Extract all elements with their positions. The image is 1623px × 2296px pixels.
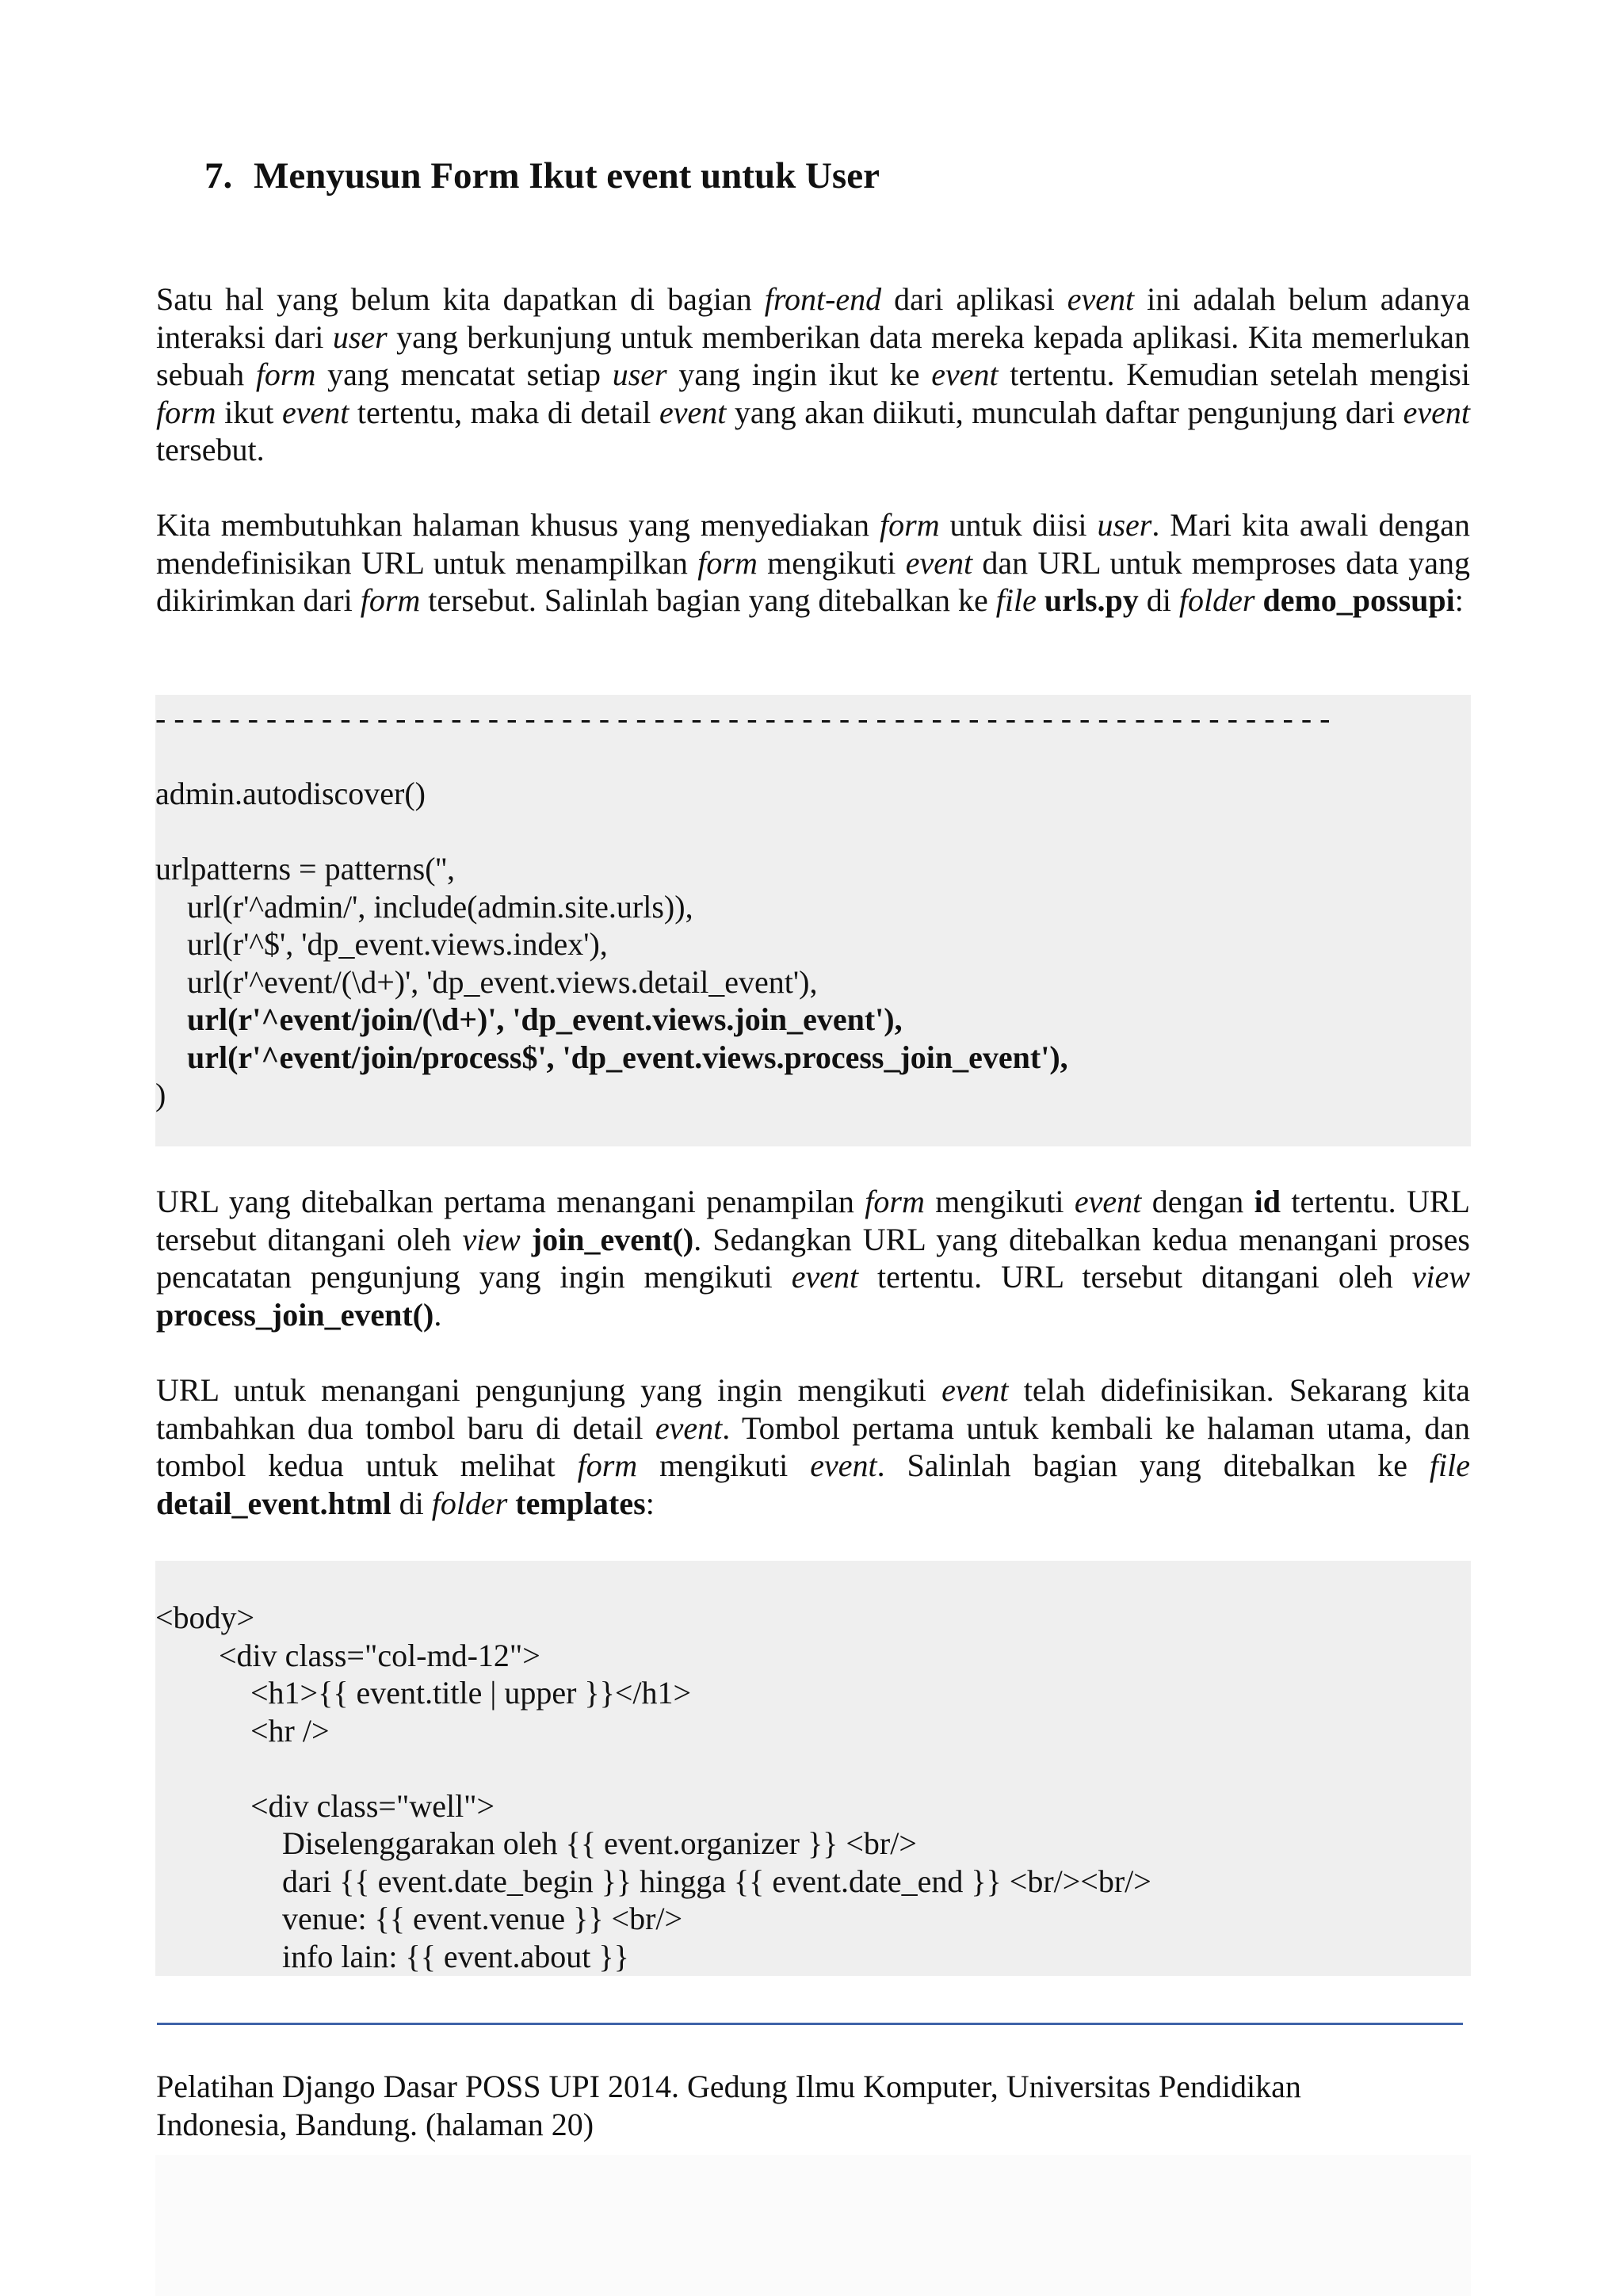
code-line [155,813,1331,851]
text-run: URL untuk menangani pengunjung yang ingin mengikuti [156,1372,942,1408]
code-line: <body> [155,1600,255,1635]
text-run: form [156,394,216,430]
text-run: untuk diisi [939,507,1098,543]
code-line: venue: {{ event.venue }} <br/> [155,1901,683,1936]
text-run: view [1411,1259,1470,1295]
code-line: <hr /> [155,1712,330,1749]
text-run: event [810,1447,877,1483]
text-run: dan URL untuk memproses data yang dikirimkan dari [156,544,1471,618]
text-run: user [1097,507,1152,543]
text-run: tertentu. Kemudian setelah mengisi [998,357,1470,392]
code-block-template-content [155,1599,1151,1975]
text-run: . Mari kita awali dengan mendefinisikan URL untuk menampilkan [156,507,1470,581]
text-run: Satu hal yang belum kita dapatkan di bagian [156,281,765,317]
text-run: event [655,1409,723,1446]
text-run: event [281,394,349,430]
text-run: user [612,357,667,392]
bottom-shaded-area [155,2155,1471,2296]
text-run: folder [431,1485,508,1521]
code-line: ) [155,1077,166,1112]
code-line: urlpatterns = patterns('', [155,851,455,887]
text-run: templates [515,1485,646,1521]
text-run: telah didefinisikan. Sekarang kita tambahkan dua tombol baru di detail [156,1372,1471,1446]
code-line [155,738,1331,776]
text-run: event [905,544,973,581]
text-run: event [1067,281,1135,317]
text-run: event [1074,1184,1142,1219]
text-run: form [360,582,421,618]
text-run: join_event() [531,1221,694,1257]
code-line: Diselenggarakan oleh {{ event.organizer }} <br/> [155,1825,917,1861]
text-run [521,1222,532,1257]
text-run: tersebut. [156,432,265,467]
footer-line-1: Pelatihan Django Dasar POSS UPI 2014. Gedung Ilmu Komputer, Universitas Pendidikan [156,2069,1301,2104]
section-heading [204,154,880,197]
text-run: event [791,1259,859,1295]
code-line [155,1749,1151,1787]
text-run: detail_event.html [156,1485,391,1521]
text-run: form [577,1447,638,1483]
text-run: tertentu. URL tersebut ditangani oleh [858,1259,1412,1295]
page-footer [156,2068,1424,2143]
text-run: form [697,544,758,581]
text-run: user [332,318,388,355]
text-run [1037,582,1044,618]
text-run: mengikuti [637,1447,811,1483]
text-run: view [462,1221,521,1257]
text-run: . [433,1296,442,1333]
text-run: mengikuti [757,544,906,581]
text-run: tersebut. Salinlah bagian yang ditebalkan ke [420,582,996,618]
text-run: event [941,1372,1009,1408]
code-block-urls-content [155,700,1331,1114]
text-run: yang berkunjung untuk memberikan data mereka kepada aplikasi. Kita memerlukan sebuah [156,318,1470,392]
text-run: event [931,357,999,392]
text-run: form [880,507,940,543]
text-run: tertentu, maka di detail [349,394,659,430]
text-run: tertentu. URL tersebut ditangani oleh [156,1184,1470,1257]
code-line: <h1>{{ event.title | upper }}</h1> [155,1675,692,1711]
text-run: process_join_event() [156,1296,434,1333]
text-run: URL yang ditebalkan pertama menangani penampilan [156,1184,865,1219]
text-run: Kita membutuhkan halaman khusus yang menyediakan [156,507,880,543]
text-run: ikut [216,394,282,430]
code-line: info lain: {{ event.about }} [155,1938,629,1974]
text-run: yang ingin ikut ke [666,357,932,392]
text-run: demo_possupi [1262,582,1455,618]
text-run: ini adalah belum adanya interaksi dari [156,281,1471,355]
text-run: di [391,1485,432,1521]
text-run: front-end [764,281,882,317]
text-run: event [1403,394,1471,430]
text-run: . Salinlah bagian yang ditebalkan ke [876,1447,1430,1483]
text-run: : [645,1485,655,1521]
text-run: di [1138,582,1179,618]
footer-divider [157,2023,1463,2025]
code-block-template [155,1561,1471,1976]
text-run [1254,582,1262,618]
text-run: file [995,582,1037,618]
paragraph-url-explanation [156,1183,1470,1333]
code-line: admin.autodiscover() [155,776,426,811]
code-line: url(r'^admin/', include(admin.site.urls)), [155,888,693,925]
text-run: . Sedangkan URL yang ditebalkan kedua menangani proses pencatatan pengunjung yang ingin mengikuti [156,1221,1470,1295]
code-line: url(r'^event/join/process$', 'dp_event.views.process_join_event'), [155,1039,1068,1075]
paragraph-url-definition [156,506,1470,620]
code-line: <div class="well"> [155,1787,495,1824]
code-line: - - - - - - - - - - - - - - - - - - - - - - - - - - - - - - - - - - - - - - - - - - - - - - - - - - - - - - - - - - - - - - - - [155,700,1331,736]
text-run: id [1254,1184,1281,1219]
text-run: : [1454,582,1464,618]
paragraph-template-instructions [156,1371,1470,1522]
text-run: form [255,357,316,392]
section-number: 7. [204,155,233,196]
text-run [507,1486,515,1521]
text-run: yang akan diikuti, munculah daftar pengunjung dari [726,394,1403,430]
footer-line-2: Indonesia, Bandung. (halaman 20) [156,2106,594,2142]
text-run: yang mencatat setiap [315,357,613,392]
text-run: file [1429,1447,1471,1483]
section-title: Menyusun Form Ikut event untuk User [254,155,880,196]
code-line: url(r'^$', 'dp_event.views.index'), [155,926,608,962]
code-block-urls [155,695,1471,1146]
text-run: . Tombol pertama untuk kembali ke halaman utama, dan tombol kedua untuk melihat [156,1409,1470,1483]
code-line: url(r'^event/(\d+)', 'dp_event.views.detail_event'), [155,963,818,1000]
code-line: <div class="col-md-12"> [155,1637,540,1673]
text-run: urls.py [1044,582,1139,618]
code-line: dari {{ event.date_begin }} hingga {{ event.date_end }} <br/><br/> [155,1863,1151,1899]
text-run: mengikuti [924,1184,1075,1219]
text-run: folder [1178,582,1255,618]
paragraph-intro [156,280,1470,469]
text-run: event [659,394,727,430]
text-run: form [865,1184,925,1219]
text-run: dengan [1141,1184,1254,1219]
text-run: dari aplikasi [881,281,1067,317]
code-line: url(r'^event/join/(\d+)', 'dp_event.views.join_event'), [155,1001,903,1037]
